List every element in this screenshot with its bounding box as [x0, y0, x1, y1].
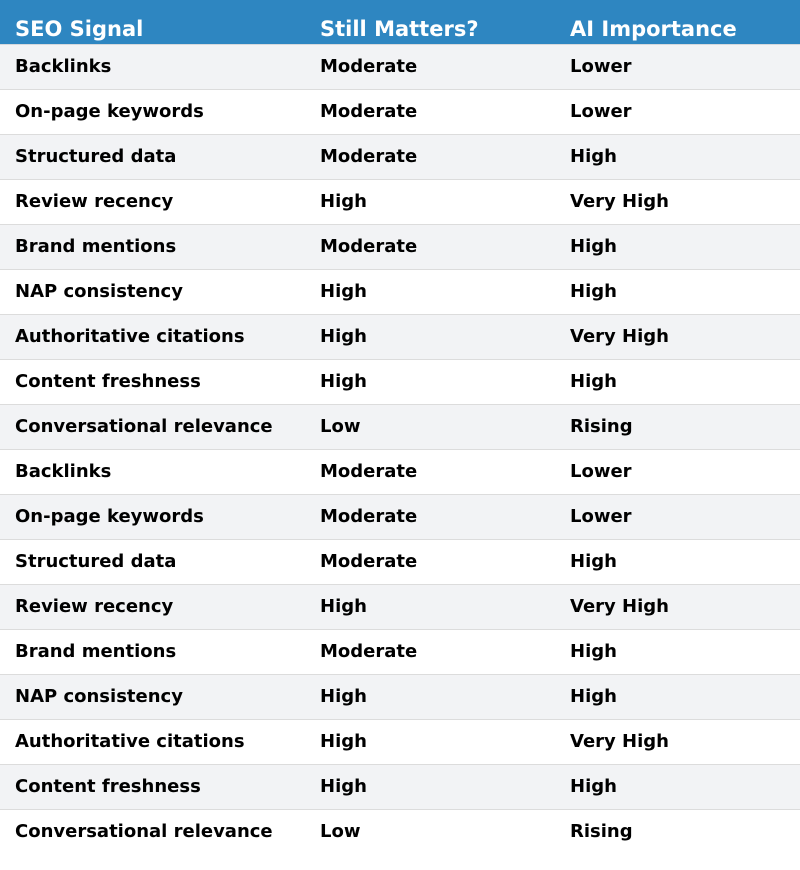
table-row	[0, 360, 800, 405]
cell-still-matters: High	[320, 776, 367, 797]
cell-ai-importance: High	[570, 776, 617, 797]
cell-signal: On-page keywords	[15, 506, 204, 527]
cell-still-matters: High	[320, 731, 367, 752]
cell-ai-importance: Very High	[570, 191, 669, 212]
table-row	[0, 495, 800, 540]
cell-ai-importance: High	[570, 371, 617, 392]
cell-signal: NAP consistency	[15, 281, 183, 302]
table-row	[0, 405, 800, 450]
cell-still-matters: Low	[320, 416, 361, 437]
table-row	[0, 315, 800, 360]
cell-ai-importance: High	[570, 641, 617, 662]
cell-ai-importance: Lower	[570, 461, 632, 482]
cell-ai-importance: Lower	[570, 101, 632, 122]
cell-signal: Conversational relevance	[15, 416, 273, 437]
cell-signal: Content freshness	[15, 776, 201, 797]
header-still-matters: Still Matters?	[320, 17, 479, 41]
cell-ai-importance: High	[570, 281, 617, 302]
cell-ai-importance: High	[570, 236, 617, 257]
cell-signal: NAP consistency	[15, 686, 183, 707]
cell-still-matters: Moderate	[320, 101, 418, 122]
header-ai-importance: AI Importance	[570, 17, 737, 41]
cell-signal: Content freshness	[15, 371, 201, 392]
table-row	[0, 270, 800, 315]
cell-ai-importance: High	[570, 551, 617, 572]
header-seo-signal: SEO Signal	[15, 17, 144, 41]
cell-still-matters: High	[320, 281, 367, 302]
table-row	[0, 675, 800, 720]
cell-ai-importance: Lower	[570, 506, 632, 527]
cell-signal: On-page keywords	[15, 101, 204, 122]
table-row	[0, 810, 800, 855]
cell-still-matters: Moderate	[320, 506, 418, 527]
table-row	[0, 450, 800, 495]
cell-signal: Backlinks	[15, 461, 112, 482]
cell-signal: Structured data	[15, 146, 177, 167]
cell-signal: Authoritative citations	[15, 731, 245, 752]
cell-still-matters: High	[320, 191, 367, 212]
cell-still-matters: Moderate	[320, 56, 418, 77]
cell-ai-importance: Rising	[570, 416, 633, 437]
table-row	[0, 225, 800, 270]
cell-ai-importance: Rising	[570, 821, 633, 842]
cell-signal: Review recency	[15, 596, 174, 617]
cell-signal: Brand mentions	[15, 236, 177, 257]
cell-ai-importance: Very High	[570, 326, 669, 347]
table-row	[0, 765, 800, 810]
cell-signal: Authoritative citations	[15, 326, 245, 347]
table-row	[0, 540, 800, 585]
cell-signal: Brand mentions	[15, 641, 177, 662]
table-row	[0, 45, 800, 90]
table-row	[0, 630, 800, 675]
cell-still-matters: High	[320, 326, 367, 347]
cell-still-matters: Low	[320, 821, 361, 842]
cell-still-matters: Moderate	[320, 236, 418, 257]
cell-signal: Review recency	[15, 191, 174, 212]
cell-still-matters: Moderate	[320, 551, 418, 572]
cell-signal: Backlinks	[15, 56, 112, 77]
cell-ai-importance: Very High	[570, 596, 669, 617]
cell-signal: Structured data	[15, 551, 177, 572]
table-row	[0, 135, 800, 180]
table-row	[0, 180, 800, 225]
cell-still-matters: High	[320, 686, 367, 707]
cell-still-matters: Moderate	[320, 461, 418, 482]
cell-still-matters: Moderate	[320, 146, 418, 167]
cell-signal: Conversational relevance	[15, 821, 273, 842]
table-body	[0, 45, 800, 855]
cell-still-matters: High	[320, 371, 367, 392]
cell-ai-importance: Lower	[570, 56, 632, 77]
cell-ai-importance: High	[570, 686, 617, 707]
table-row	[0, 585, 800, 630]
table-row	[0, 90, 800, 135]
cell-still-matters: High	[320, 596, 367, 617]
table-row	[0, 720, 800, 765]
cell-ai-importance: High	[570, 146, 617, 167]
cell-ai-importance: Very High	[570, 731, 669, 752]
table-header	[0, 0, 800, 45]
cell-still-matters: Moderate	[320, 641, 418, 662]
